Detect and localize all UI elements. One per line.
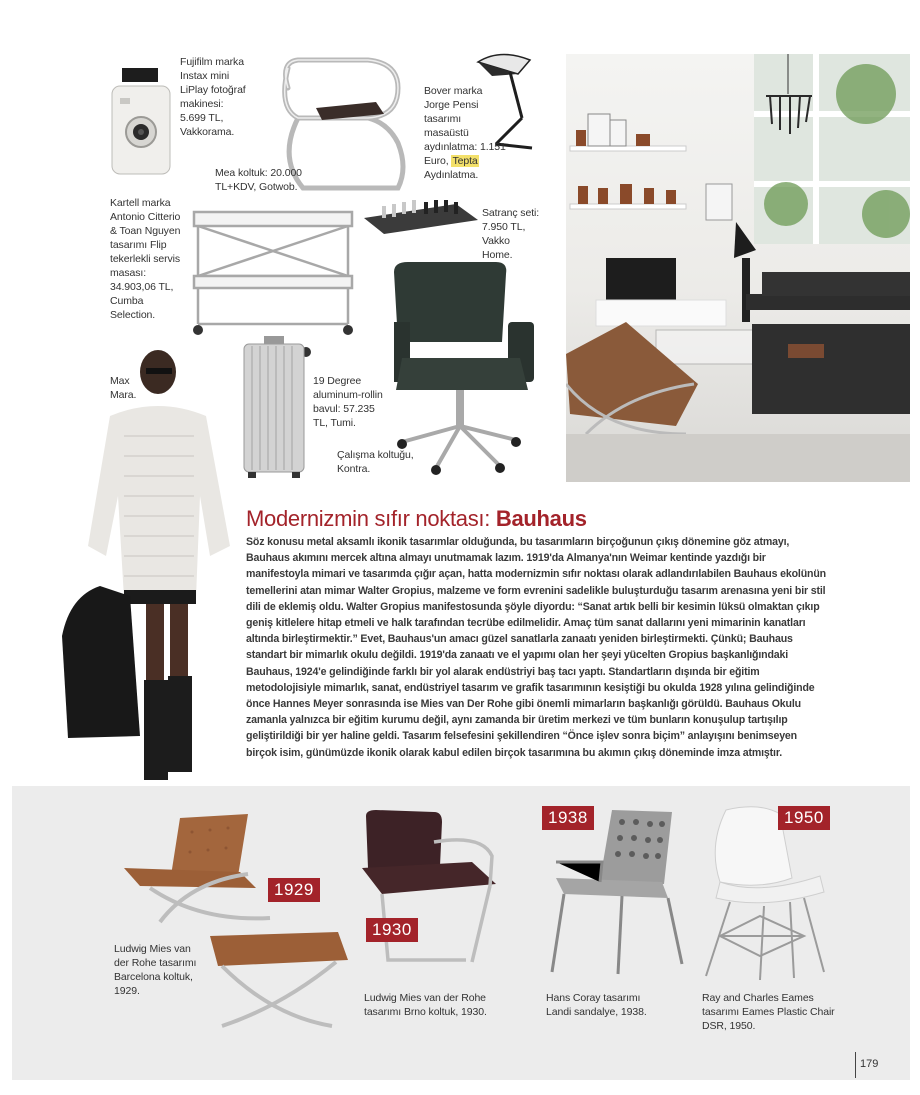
brno-chair-image bbox=[362, 810, 502, 980]
year-badge-1950: 1950 bbox=[778, 806, 830, 830]
living-room-illustration bbox=[566, 54, 910, 482]
max-mara-model-image bbox=[60, 346, 236, 786]
chess-set-image bbox=[360, 188, 480, 236]
year-badge-1929: 1929 bbox=[268, 878, 320, 902]
barcelona-chair-image bbox=[120, 812, 286, 932]
headline-prefix: Modernizmin sıfır noktası: bbox=[246, 506, 491, 531]
lamp-caption bbox=[424, 84, 508, 182]
suitcase-caption: 19 Degree aluminum-rollin bavul: 57.235 TL, Tumi. bbox=[313, 375, 383, 429]
lamp-caption-text: Bover marka Jorge Pensi tasarımı masaüstü aydınlatma: 1.151 Euro, bbox=[424, 85, 506, 167]
article-body: Söz konusu metal aksamlı ikonik tasarımlar olduğunda, bu tasarımların birçoğunun çıkış dönemine göz atmayı, Bauhaus akımını mercek altına almayı unutmamak lazım. 1919'da Almanya'nın Weimar kentinde yazdığı bir manifestoyla mimari ve tasarımda çığır açan, hatta modernizmin sıfır noktası olarak adlandırılabilen Bauhaus ekolünün temellerini atan mimar Walter Gropius, malzeme ve form evrenini sadelikle buluşturduğu tasarım arenasına yeni bir stil dili de eklemiş oldu. Walter Gropius manifestosunda şöyle diyordu: “Sanat artık belli bir kesimin lüksü olmaktan çıkıp geniş kitlelere hitap etmeli ve halk tarafından tecrübe edilmelidir. Amaç tüm sanat dallarını yeni mimarinin kanatları altında birleştirmektir.” Evet, Bauhaus'un amacı güzel sanatlarla zanaatı yeniden birleştirmekti. Çünkü; Bauhaus standart bir mimarlık okulu değildi. 1919'da zanaatı ve el yapımı olan her şeyi yücelten Gropius başkanlığındaki Bauhaus, 1924'e gelindiğinde farklı bir yol alarak endüstriyi baş tacı yaptı. Standartların dışında bir eğitim metodolojisiyle mimarlık, sanat, endüstriyel tasarım ve grafik tasarımının kesiştiği bu okulda 1928 yılına gelindiğinde önce Hannes Meyer sonrasında ise Mies van Der Rohe gibi önemli mimarların başkanlığı görüldü. Bauhaus Okulu zamanla yalnızca bir eğitim kurumu değil, aynı zamanda bir üretim merkezi ve tüm bunların konuşulup tartışılıp geliştirildiği bir yer haline geldi. Tasarım felsefesini şekillendiren “Önce işlev sonra biçim” anlayışını benimseyen birçok isim, günümüzde ikonik olarak kabul edilen birçok tasarımına bu akımın çıkış döneminde imza atmıştır. bbox=[246, 536, 826, 759]
barcelona-caption: Ludwig Mies van der Rohe tasarımı Barcelona koltuk, 1929. bbox=[114, 943, 197, 997]
chess-caption: Satranç seti: 7.950 TL, Vakko Home. bbox=[482, 207, 540, 261]
camera-caption: Fujifilm marka Instax mini LiPlay fotoğraf makinesi: 5.699 TL, Vakkorama. bbox=[180, 56, 246, 138]
year-badge-1938: 1938 bbox=[542, 806, 594, 830]
landi-caption: Hans Coray tasarımı Landi sandalye, 1938. bbox=[546, 992, 647, 1018]
eames-caption: Ray and Charles Eames tasarımı Eames Plastic Chair DSR, 1950. bbox=[702, 992, 835, 1032]
suitcase-image bbox=[242, 336, 308, 480]
office-chair-caption: Çalışma koltuğu, Kontra. bbox=[337, 449, 414, 475]
office-chair-image bbox=[388, 262, 538, 476]
mea-chair-caption: Mea koltuk: 20.000 TL+KDV, Gotwob. bbox=[215, 167, 302, 193]
headline-bauhaus: Bauhaus bbox=[495, 506, 587, 531]
trolley-caption: Kartell marka Antonio Citterio & Toan Nguyen tasarımı Flip tekerlekli servis masası: 34.903,06 TL, Cumba Selection. bbox=[110, 197, 181, 321]
bauhaus-timeline-panel bbox=[12, 786, 910, 1080]
brno-caption: Ludwig Mies van der Rohe tasarımı Brno koltuk, 1930. bbox=[364, 992, 487, 1018]
living-room-photo bbox=[566, 54, 910, 482]
instax-camera-image bbox=[108, 66, 174, 178]
barcelona-ottoman-image bbox=[202, 926, 352, 1030]
lamp-brand-highlight: Tepta bbox=[452, 155, 478, 167]
model-caption: Max Mara. bbox=[110, 375, 137, 401]
lamp-caption-suffix: Aydınlatma. bbox=[424, 169, 479, 181]
year-badge-1930: 1930 bbox=[366, 918, 418, 942]
page-number: 179 bbox=[855, 1052, 878, 1078]
eames-chair-image bbox=[700, 806, 840, 982]
article-headline bbox=[246, 506, 587, 532]
